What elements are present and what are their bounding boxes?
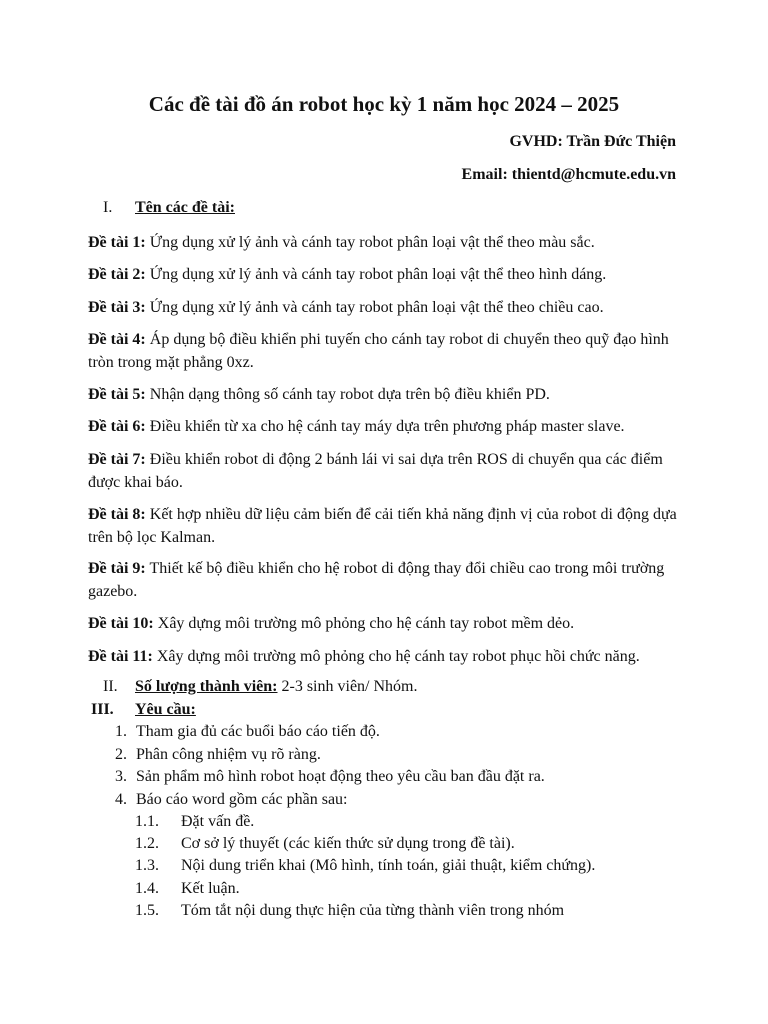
requirement-item xyxy=(115,723,380,741)
report-part-number: 1.4. xyxy=(135,880,159,897)
topic-text: Ứng dụng xử lý ảnh và cánh tay robot phân loại vật thể theo màu sắc. xyxy=(145,234,595,251)
report-part-number: 1.2. xyxy=(135,835,159,852)
topic-8 xyxy=(88,503,688,549)
requirement-text: Tham gia đủ các buổi báo cáo tiến độ. xyxy=(136,723,380,740)
topic-label: Đề tài 3: xyxy=(88,299,146,316)
topic-text: Áp dụng bộ điều khiển phi tuyến cho cánh tay robot di chuyển theo quỹ đạo hình tròn trong mặt phẳng 0xz. xyxy=(88,331,669,371)
section-1-heading xyxy=(103,199,235,217)
requirement-text: Sản phẩm mô hình robot hoạt động theo yêu cầu ban đầu đặt ra. xyxy=(136,768,545,785)
topic-text: Nhận dạng thông số cánh tay robot dựa trên bộ điều khiển PD. xyxy=(145,386,550,403)
report-part-item xyxy=(135,857,595,875)
section-1-number: I. xyxy=(103,199,113,216)
requirement-number: 1. xyxy=(115,723,127,740)
topic-text: Điều khiển robot di động 2 bánh lái vi sai dựa trên ROS di chuyển qua các điểm được khai báo. xyxy=(88,451,663,491)
topic-text: Thiết kế bộ điều khiển cho hệ robot di động thay đổi chiều cao trong môi trường gazebo. xyxy=(88,560,665,600)
topic-label: Đề tài 11: xyxy=(88,648,153,665)
topic-label: Đề tài 7: xyxy=(88,451,146,468)
document-title: Các đề tài đồ án robot học kỳ 1 năm học 2024 – 2025 xyxy=(148,92,620,116)
section-3-heading xyxy=(91,701,196,719)
report-part-text: Kết luận. xyxy=(181,880,240,897)
requirement-text: Phân công nhiệm vụ rõ ràng. xyxy=(136,746,321,763)
requirement-number: 2. xyxy=(115,746,127,763)
topic-label: Đề tài 5: xyxy=(88,386,146,403)
topic-2 xyxy=(88,263,688,286)
topic-4 xyxy=(88,328,688,374)
topic-label: Đề tài 2: xyxy=(88,266,146,283)
report-part-number: 1.1. xyxy=(135,813,159,830)
advisor-line: GVHD: Trần Đức Thiện xyxy=(509,133,676,150)
section-2-label: Số lượng thành viên: xyxy=(135,678,278,695)
topic-text: Ứng dụng xử lý ảnh và cánh tay robot phân loại vật thể theo chiều cao. xyxy=(145,299,604,316)
topic-text: Xây dựng môi trường mô phỏng cho hệ cánh tay robot phục hồi chức năng. xyxy=(152,648,640,665)
topic-7 xyxy=(88,448,688,494)
requirement-text: Báo cáo word gồm các phần sau: xyxy=(136,791,348,808)
topic-label: Đề tài 6: xyxy=(88,418,146,435)
report-part-item xyxy=(135,902,564,920)
section-3-label: Yêu cầu: xyxy=(135,701,196,718)
topic-3 xyxy=(88,296,688,319)
report-part-number: 1.5. xyxy=(135,902,159,919)
section-2-number: II. xyxy=(103,678,118,695)
report-part-number: 1.3. xyxy=(135,857,159,874)
topic-text: Điều khiển từ xa cho hệ cánh tay máy dựa trên phương pháp master slave. xyxy=(145,418,625,435)
report-part-item xyxy=(135,813,254,831)
section-2-heading xyxy=(103,678,418,696)
topic-label: Đề tài 4: xyxy=(88,331,146,348)
requirement-number: 3. xyxy=(115,768,127,785)
topic-9 xyxy=(88,557,688,603)
report-part-text: Cơ sở lý thuyết (các kiến thức sử dụng trong đề tài). xyxy=(181,835,515,852)
requirement-number: 4. xyxy=(115,791,127,808)
topic-label: Đề tài 8: xyxy=(88,506,146,523)
requirement-item xyxy=(115,768,545,786)
report-part-item xyxy=(135,880,240,898)
topic-11 xyxy=(88,645,688,668)
topic-1 xyxy=(88,231,688,254)
report-part-text: Đặt vấn đề. xyxy=(181,813,255,830)
requirement-item xyxy=(115,791,347,809)
topic-label: Đề tài 10: xyxy=(88,615,154,632)
report-part-item xyxy=(135,835,515,853)
section-1-label: Tên các đề tài: xyxy=(135,199,235,216)
topic-label: Đề tài 1: xyxy=(88,234,146,251)
report-part-text: Tóm tắt nội dung thực hiện của từng thành viên trong nhóm xyxy=(181,902,565,919)
email-line: Email: thientd@hcmute.edu.vn xyxy=(461,166,676,183)
report-part-text: Nội dung triển khai (Mô hình, tính toán, giải thuật, kiểm chứng). xyxy=(181,857,596,874)
topic-label: Đề tài 9: xyxy=(88,560,146,577)
section-3-number: III. xyxy=(91,701,114,718)
topic-text: Ứng dụng xử lý ảnh và cánh tay robot phân loại vật thể theo hình dáng. xyxy=(145,266,607,283)
topic-text: Xây dựng môi trường mô phỏng cho hệ cánh tay robot mềm dẻo. xyxy=(153,615,575,632)
topic-text: Kết hợp nhiều dữ liệu cảm biến để cải tiến khả năng định vị của robot di động dựa trên bộ lọc Kalman. xyxy=(88,506,677,546)
topic-6 xyxy=(88,415,688,438)
topic-5 xyxy=(88,383,688,406)
topic-10 xyxy=(88,612,688,635)
section-2-value: 2-3 sinh viên/ Nhóm. xyxy=(277,678,418,695)
requirement-item xyxy=(115,746,321,764)
